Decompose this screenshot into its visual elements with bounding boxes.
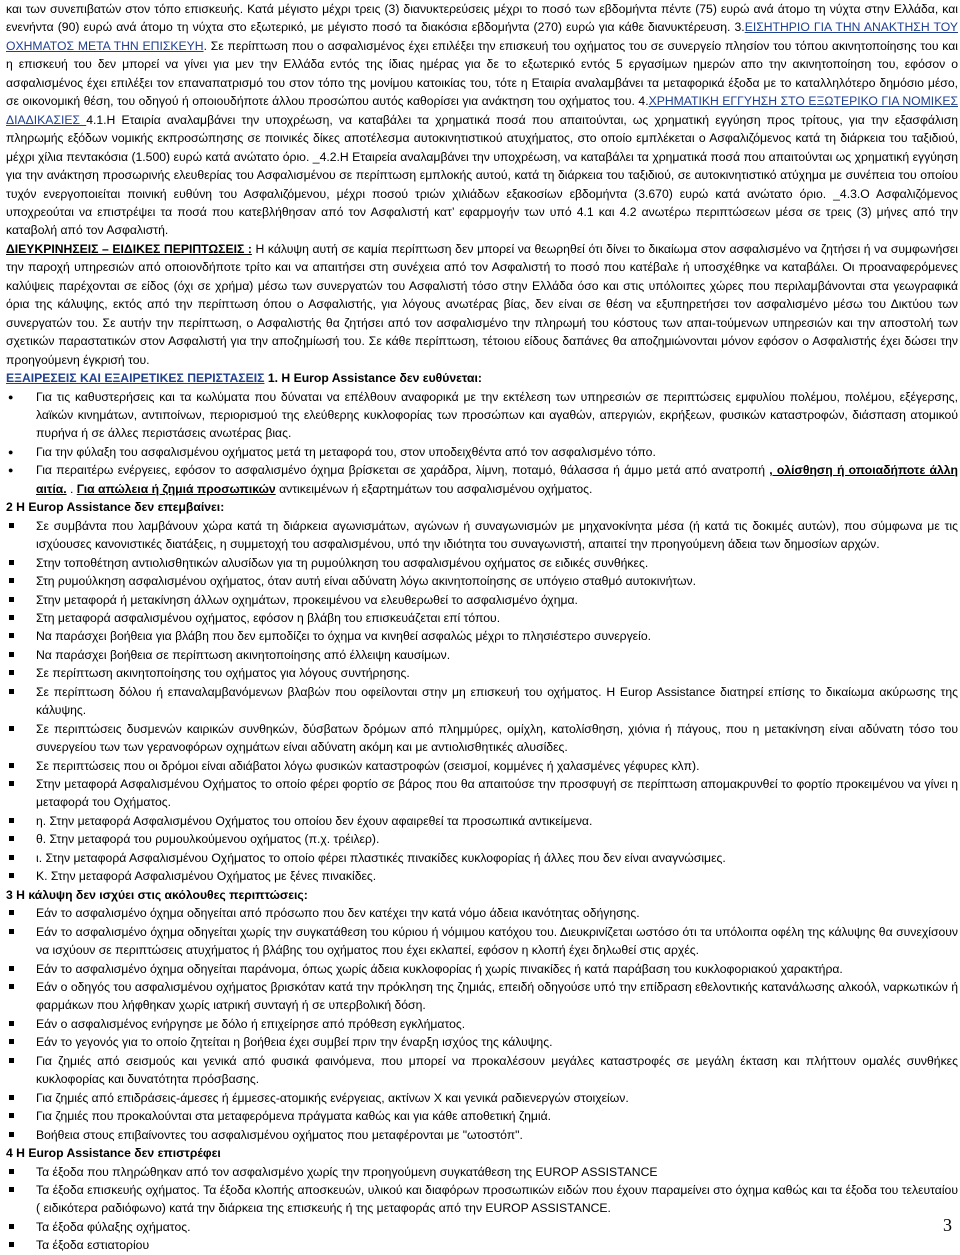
- section2-list: [6, 517, 958, 886]
- list-item: Στην μεταφορά Ασφαλισμένου Οχήματος το οποίο φέρει φορτίο σε βάρος που θα απαιτούσε την προσφυγή σε περίπτωση απομακρυνθεί το φορτίο προκειμένου να γίνει η μεταφορά του Οχήματος.: [6, 775, 958, 812]
- intro-text-2: . Σε περίπτωση που ο ασφαλισμένος έχει επιλέξει την επισκευή του οχήματος του σε συνεργείο πλησίον του τόπου ακινητοποίησης του και η επισκευή του δεν μπορεί να γίνει για μεν την Ελλάδα εντός της ίδιας ημέρας για δε το εξωτερικό εντός 5 εργασίμων ημερών απο την ακινητοποίηση του, εφόσον ο ασφαλισμένος έχει επιλέξει τον επαναπατρισμό του στον τόπο της μονίμου κατοικίας του, τότε η Εταιρία αναλαμβάνει τα μεταφορικά έξοδα με το καταλληλότερο δημόσιο μέσο, σε οικονομική θέση, του οδηγού ή οποιουδήποτε άλλου προσώπου αυτός καθορίσει για ανάκτηση του οχήματος του. 4.: [6, 38, 958, 109]
- clarifications-text: Η κάλυψη αυτή σε καμία περίπτωση δεν μπορεί να θεωρηθεί ότι δίνει το δικαίωμα στον ασφαλισμένο να ζητήσει ή να συμφωνήσει την παροχή υπηρεσιών από οποιονδήποτε τρίτο και να απαιτήσει στη συνέχεια από τον Ασφαλιστή το ποσό που κατέβαλε ή υποσχέθηκε να καταβάλει. Οι προαναφερόμενες καλύψεις παρέχονται σε είδος (όχι σε χρήμα) μέσω των συνεργατών του Ασφαλιστή τόσο στην Ελλάδα όσο και στις υπόλοιπες χώρες που περιλαμβάνονται στα γεωγραφικά όρια της κάλυψης, εκτός από την περίπτωση όπου ο Ασφαλιστής, για λόγους ανωτέρας βίας, δεν είναι σε θέση να εξυπηρετήσει τον ασφαλισμένο μέσω του Δικτύου των συνεργατών του. Σε αυτήν την περίπτωση, ο Ασφαλιστής θα ζητήσει από τον ασφαλισμένο την πληρωμή του κόστους των απαι-τούμενων υπηρεσιών και την αποστολή των σχετικών παραστατικών στον Ασφαλιστή για την αποζημίωσή του. Σε κάθε περίπτωση, τέτοιου είδους δαπάνες θα αποζημιώνονται μόνον εφόσον ο Ασφαλιστής έχει δώσει την προηγούμενη έγκρισή του.: [6, 241, 958, 367]
- list-item: Εάν το ασφαλισμένο όχημα οδηγείται από πρόσωπο που δεν κατέχει την κατά νόμο άδεια ικανότητας οδήγησης.: [6, 904, 958, 922]
- list-item: Για ζημιές που προκαλούνται στα μεταφερόμενα πράγματα καθώς και για κάθε αποθετική ζημιά.: [6, 1107, 958, 1125]
- list-item: Σε περίπτωση δόλου ή επαναλαμβανόμενων βλαβών που οφείλονται στην μη επισκευή του οχήματος. Η Europ Assistance διατηρεί επίσης το δικαίωμα ακύρωσης της κάλυψης.: [6, 683, 958, 720]
- clarifications-heading: ΔΙΕΥΚΡΙΝΗΣΕΙΣ – ΕΙΔΙΚΕΣ ΠΕΡΙΠΤΩΣΕΙΣ :: [6, 241, 252, 256]
- list-item-text: .: [66, 481, 77, 496]
- list-item: ● Για την φύλαξη του ασφαλισμένου οχήματος μετά τη μεταφορά του, στον υποδειχθέντα από τον ασφαλισμένο τόπο.: [6, 443, 958, 461]
- list-item: Σε περιπτώσεις που οι δρόμοι είναι αδιάβατοι λόγω φυσικών καταστροφών (σεισμοί, κομμένες ή χαλασμένες γέφυρες κλπ).: [6, 757, 958, 775]
- list-item: Εάν ο οδηγός του ασφαλισμένου οχήματος βρισκόταν κατά την πρόκληση της ζημιάς, επειδή οδηγούσε υπό την επίδραση εθελοντικής κατανάλωσης αλκοόλ, ναρκωτικών ή φαρμάκων που λήφθηκαν χωρίς ιατρική συνταγή ή σε υπερβολική δόση.: [6, 978, 958, 1015]
- exclusions-title: ΕΞΑΙΡΕΣΕΙΣ ΚΑΙ ΕΞΑΙΡΕΤΙΚΕΣ ΠΕΡΙΣΤΑΣΕΙΣ: [6, 371, 265, 386]
- list-item: Σε περίπτωση ακινητοποίησης του οχήματος για λόγους συντήρησης.: [6, 664, 958, 682]
- list-item: θ. Στην μεταφορά του ρυμουλκούμενου οχήματος (π.χ. τρέιλερ).: [6, 830, 958, 848]
- section2-heading: 2 Η Europ Assistance δεν επεμβαίνει:: [6, 500, 225, 515]
- list-item: Στη ρυμούλκηση ασφαλισμένου οχήματος, όταν αυτή είναι αδύνατη λόγω ακινητοποίησης σε υπόγειο σταθμό αυτοκινήτων.: [6, 572, 958, 590]
- list-item: Εάν το ασφαλισμένο όχημα οδηγείται παράνομα, όπως χωρίς άδεια κυκλοφορίας ή χωρίς πινακίδες ή κατά παράβαση του κυκλοφοριακού χαρακτήρα.: [6, 960, 958, 978]
- section4-list: [6, 1163, 958, 1255]
- section3-list: [6, 904, 958, 1144]
- list-item: Εάν το ασφαλισμένο όχημα οδηγείται χωρίς την συγκατάθεση του κύριου ή νόμιμου κατόχου του. Διευκρινίζεται ωστόσο ότι τα υπόλοιπα οφέλη της κάλυψης θα συνεχίσουν να ισχύουν σε περιπτώσεις ατυχήματος ή βλάβης του οχήματος που έχει εκλαπεί, εφόσον η κλοπή έχει δηλωθεί στις αρχές.: [6, 923, 958, 960]
- list-item: Τα έξοδα επισκευής οχήματος. Τα έξοδα κλοπής αποσκευών, υλικού και διαφόρων προσωπικών ειδών που έχουν παραμείνει στο όχημα καθώς και τα έξοδα του τελευταίου ( ειδικότερα ραδιόφωνο) κατά την διάρκεια της επισκευής ή της μεταφοράς από την EUROP ASSISTANCE.: [6, 1181, 958, 1218]
- page-number: 3: [943, 1215, 952, 1235]
- list-item: Τα έξοδα που πληρώθηκαν από τον ασφαλισμένο χωρίς την προηγούμενη συγκατάθεση της EUROP ASSISTANCE: [6, 1163, 958, 1181]
- clarifications-paragraph: [6, 240, 958, 369]
- exclusions-heading: [6, 369, 958, 387]
- list-item: η. Στην μεταφορά Ασφαλισμένου Οχήματος του οποίου δεν έχουν αφαιρεθεί τα προσωπικά αντικείμενα.: [6, 812, 958, 830]
- heading-ticket-link: ΕΙΣΗΤΗΡΙΟ ΓΙΑ ΤΗΝ ΑΝΑΚΤΗΣΗ ΤΟΥ ΟΧΗΜΑΤΟΣ ΜΕΤΑ ΤΗΝ ΕΠΙΣΚΕΥΗ: [6, 20, 958, 53]
- list-item: Εάν ο ασφαλισμένος ενήργησε με δόλο ή επιχείρησε από πρόθεση εγκλήματος.: [6, 1015, 958, 1033]
- list-item: Στην μεταφορά ή μετακίνηση άλλων οχημάτων, προκειμένου να ελευθερωθεί το ασφαλισμένο όχημα.: [6, 591, 958, 609]
- list-item-emphasis: , ολίσθηση ή οποιαδήποτε άλλη αιτία.: [36, 463, 958, 496]
- list-item-text: αντικειμένων ή εξαρτημάτων του ασφαλισμένου οχήματος.: [275, 481, 593, 496]
- list-item: ι. Στην μεταφορά Ασφαλισμένου Οχήματος το οποίο φέρει πλαστικές πινακίδες κυκλοφορίας ή άλλες που δεν είναι αναγνώσιμες.: [6, 849, 958, 867]
- list-item: Σε συμβάντα που λαμβάνουν χώρα κατά τη διάρκεια αγωνισμάτων, αγώνων ή συναγωνισμών με μηχανοκίνητα μέσα (ή κατά τις δοκιμές αυτών), που σύμφωνα με τις ισχύουσες κανονιστικές διατάξεις, η συμμετοχή του ασφαλισμένου, υπό την ιδιότητα του συναγωνιστή, απαιτεί την προηγούμενη άδεια των δημοσίων αρχών.: [6, 517, 958, 554]
- document-page: [6, 0, 958, 1255]
- list-item: Βοήθεια στους επιβαίνοντες του ασφαλισμένου οχήματος που μεταφέρονται με "ωτοστόπ".: [6, 1126, 958, 1144]
- exclusions-subtitle: 1. Η Europ Assistance δεν ευθύνεται:: [264, 371, 482, 386]
- list-item-emphasis: Για απώλεια ή ζημιά προσωπικών: [76, 481, 276, 496]
- list-item: Να παράσχει βοήθεια σε περίπτωση ακινητοποίησης από έλλειψη καυσίμων.: [6, 646, 958, 664]
- list-item: Στη μεταφορά ασφαλισμένου οχήματος, εφόσον η βλάβη του επισκευάζεται επί τόπου.: [6, 609, 958, 627]
- list-item-text: Για περαιτέρω ενέργειες, εφόσον το ασφαλισμένο όχημα βρίσκεται σε χαράδρα, λίμνη, ποταμό, θάλασσα ή άμμο μετά από ανατροπή: [36, 463, 770, 478]
- list-item: Να παράσχει βοήθεια για βλάβη που δεν εμποδίζει το όχημα να κινηθεί ασφαλώς μέχρι το πλησιέστερο συνεργείο.: [6, 627, 958, 645]
- section1-list: [6, 388, 958, 499]
- list-item: Εάν το γεγονός για το οποίο ζητείται η βοήθεια έχει συμβεί πριν την έναρξη ισχύος της κάλυψης.: [6, 1033, 958, 1051]
- list-item: Για ζημιές από σεισμούς και γενικά από φυσικά φαινόμενα, που μπορεί να προκαλέσουν μεγάλες καταστροφές σε μεγάλη έκταση και πλήττουν ομαλές συνθήκες κυκλοφορίας και δυνατότητα πρόσβασης.: [6, 1052, 958, 1089]
- list-item: Σε περιπτώσεις δυσμενών καιρικών συνθηκών, δύσβατων δρόμων από πλημμύρες, ομίχλη, κατολίσθηση, χιόνια ή πάγους, που η μετακίνηση είναι αδύνατη τόσο του συνεργείου των των γερανοφόρων οχημάτων είναι αδύνατη ακόμη και με αντιολισθητικές αλυσίδες.: [6, 720, 958, 757]
- intro-text-3: 4.1.Η Εταιρία αναλαμβάνει την υποχρέωση, να καταβάλει τα χρηματικά ποσά που απαιτούνται, ως χρηματική εγγύηση προς τρίτους, για την εξασφάλιση πληρωμής εξόδων νομικής εκπροσώπησης σε ποινικές δίκες αποτέλεσμα αυτοκινητιστικού ατυχήματος, στο οποίο εμπλέκεται ο Ασφαλιζόμενος κατά τη διάρκεια του ταξιδιού, μέχρι χίλια πεντακόσια (1.500) ευρώ κατά ανώτατο όριο. _4.2.Η Εταιρεία αναλαμβάνει την υποχρέωση, να καταβάλει τα χρηματικά ποσά που απαιτούνται ως χρηματική εγγύηση για την ανάκτηση προσωρινής ελευθερίας του Ασφαλισμένου σε περίπτωση εμπλοκής αυτού, κατά τη διάρκεια του ταξιδιού, σε αυτοκινητιστικό ατύχημα με συνέπεια του οποίου τυχόν ενεργοποιείται ποινική ευθύνη του Ασφαλιζόμενου, μέχρι ποσού τριών χιλιάδων εξακοσίων εβδομήντα (3.670) ευρώ κατά ανώτατο όριο. _4.3.Ο Ασφαλιζόμενος υποχρεούται να επιστρέψει τα ποσά που κατεβλήθησαν από τον Ασφαλιστή κατ’ εφαρμογήν των υπό 4.1 και 4.2 ανωτέρω περιπτώσεων μέσα σε τρεις (3) μήνες από την καταβολή από τον Ασφαλιστή.: [6, 112, 959, 238]
- section3-heading: 3 Η κάλυψη δεν ισχύει στις ακόλουθες περιπτώσεις:: [6, 887, 308, 902]
- list-item: Για ζημιές από επιδράσεις-άμεσες ή έμμεσες-ατομικής ενέργειας, ακτίνων Χ και γενικά ραδιενεργών στοιχείων.: [6, 1089, 958, 1107]
- list-item: Τα έξοδα φύλαξης οχήματος.: [6, 1218, 958, 1236]
- list-item: [6, 461, 958, 498]
- intro-paragraph: [6, 0, 958, 240]
- list-item: Στην τοποθέτηση αντιολισθητικών αλυσίδων για τη ρυμούλκηση του ασφαλισμένου οχήματος σε ειδικές συνθήκες.: [6, 554, 958, 572]
- list-item: ● Για τις καθυστερήσεις και τα κωλύματα που δύναται να επέλθουν αναφορικά με την εκτέλεση των υπηρεσιών σε περιπτώσεις εμφυλίου πολέμου, πολέμου, εξέγερσης, λαϊκών κινημάτων, αντιποίνων, περιορισμού της ελεύθερης κυκλοφορίας των προσώπων και αγαθών, απεργιών, εκρήξεων, φυσικών καταστροφών, διάσπαση ατομικού πυρήνα ή σε άλλες περιστάσεις ανωτέρας βιας.: [6, 388, 958, 443]
- intro-text-1: και των συνεπιβατών στον τόπο επισκευής. Κατά μέγιστο μέχρι τρεις (3) διανυκτερεύσεις μέχρι το ποσό των εβδομήντα πέντε (75) ευρώ ανά άτομο τη νύχτα στην Ελλάδα, και ενενήντα (90) ευρώ ανά άτομο τη νύχτα στο εξωτερικό, με μέγιστο ποσό τα διακόσια εβδομήντα (270) ευρώ για κάθε διανυκτέρευση. 3.: [6, 2, 958, 35]
- section4-heading: 4 Η Europ Assistance δεν επιστρέφει: [6, 1146, 221, 1161]
- list-item: Τα έξοδα εστιατορίου: [6, 1236, 958, 1254]
- heading-guarantee-link: ΧΡΗΜΑΤΙΚΗ ΕΓΓΥΗΣΗ ΣΤΟ ΕΞΩΤΕΡΙΚΟ ΓΙΑ ΝΟΜΙΚΕΣ ΔΙΑΔΙΚΑΣΙΕΣ: [6, 94, 958, 127]
- list-item: Κ. Στην μεταφορά Ασφαλισμένου Οχήματος με ξένες πινακίδες.: [6, 867, 958, 885]
